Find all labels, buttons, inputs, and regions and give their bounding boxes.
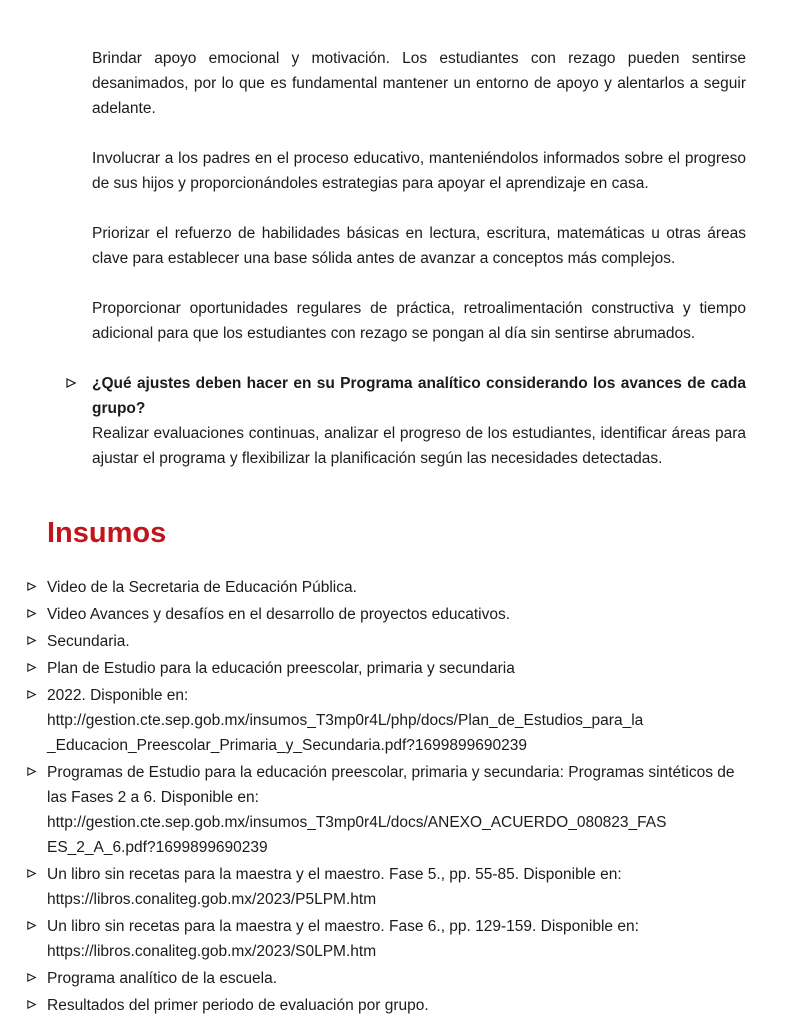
list-item-text: Plan de Estudio para la educación preescolar, primaria y secundaria [47,660,515,677]
list-item-text: Un libro sin recetas para la maestra y el maestro. Fase 6., pp. 129-159. Disponible en: [47,918,639,935]
arrow-bullet-icon [26,868,37,879]
arrow-bullet-icon [26,635,37,646]
question-block [92,371,746,471]
arrow-bullet-icon [26,920,37,931]
arrow-bullet-icon [65,377,77,389]
paragraph: Proporcionar oportunidades regulares de práctica, retroalimentación constructiva y tiempo adicional para que los estudiantes con rezago se pongan al día sin sentirse abrumados. [92,300,746,342]
list-item [47,760,746,860]
list-item-text: Video de la Secretaria de Educación Pública. [47,579,357,596]
list-item [47,993,746,1018]
arrow-bullet-icon [26,608,37,619]
list-item-url: ES_2_A_6.pdf?1699899690239 [47,839,268,856]
list-item [47,602,746,627]
paragraph: Involucrar a los padres en el proceso educativo, manteniéndolos informados sobre el progreso de sus hijos y proporcionándoles estrategias para apoyar el aprendizaje en casa. [92,150,746,192]
list-item [47,683,746,758]
list-item-url: http://gestion.cte.sep.gob.mx/insumos_T3mp0r4L/php/docs/Plan_de_Estudios_para_la [47,712,644,729]
section-title-insumos: Insumos [47,517,167,549]
list-item-url: https://libros.conaliteg.gob.mx/2023/S0LPM.htm [47,943,377,960]
arrow-bullet-icon [26,662,37,673]
arrow-bullet-icon [26,581,37,592]
list-item [47,862,746,912]
paragraph: Brindar apoyo emocional y motivación. Los estudiantes con rezago pueden sentirse desanimados, por lo que es fundamental mantener un entorno de apoyo y alentarlos a seguir adelante. [92,50,746,117]
question-text: ¿Qué ajustes deben hacer en su Programa analítico considerando los avances de cada grupo? [92,375,746,417]
insumos-list [47,575,746,1018]
paragraph: Priorizar el refuerzo de habilidades básicas en lectura, escritura, matemáticas u otras áreas clave para establecer una base sólida antes de avanzar a conceptos más complejos. [92,225,746,267]
list-item-text: Un libro sin recetas para la maestra y el maestro. Fase 5., pp. 55-85. Disponible en: [47,866,622,883]
list-item-url: _Educacion_Preescolar_Primaria_y_Secundaria.pdf?1699899690239 [47,737,527,754]
list-item [47,966,746,991]
list-item-text: 2022. Disponible en: [47,687,189,704]
arrow-bullet-icon [26,766,37,777]
question-answer: Realizar evaluaciones continuas, analizar el progreso de los estudiantes, identificar áreas para ajustar el programa y flexibilizar la planificación según las necesidades detectadas. [92,425,746,467]
arrow-bullet-icon [26,972,37,983]
list-item [47,575,746,600]
body-text-block [92,46,746,471]
list-item-url: http://gestion.cte.sep.gob.mx/insumos_T3mp0r4L/docs/ANEXO_ACUERDO_080823_FAS [47,814,667,831]
list-item [47,629,746,654]
list-item-text: Video Avances y desafíos en el desarrollo de proyectos educativos. [47,606,510,623]
list-item [47,656,746,681]
list-item-text: Resultados del primer periodo de evaluación por grupo. [47,997,429,1014]
list-item-url: https://libros.conaliteg.gob.mx/2023/P5LPM.htm [47,891,377,908]
list-item [47,914,746,964]
list-item-text: Secundaria. [47,633,130,650]
list-item-text: Programas de Estudio para la educación preescolar, primaria y secundaria: Programas sintéticos de las Fases 2 a 6. Disponible en: [47,764,735,806]
list-item-text: Programa analítico de la escuela. [47,970,278,987]
arrow-bullet-icon [26,689,37,700]
arrow-bullet-icon [26,999,37,1010]
